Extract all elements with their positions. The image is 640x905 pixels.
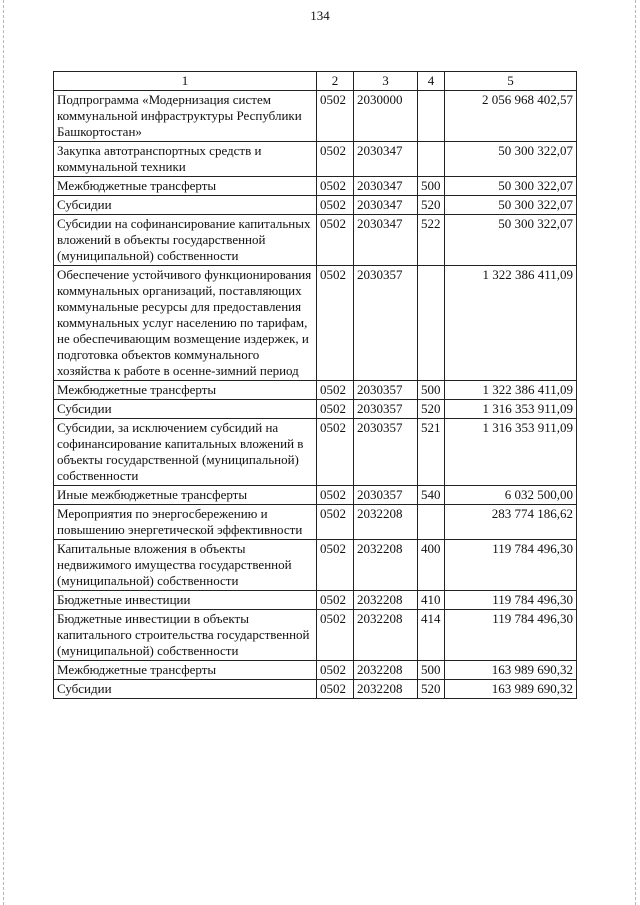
row-expense-type: 500 <box>418 381 445 400</box>
row-amount: 1 316 353 911,09 <box>445 419 577 486</box>
row-name: Капитальные вложения в объекты недвижимого имущества государственной (муниципальной) собственности <box>54 540 317 591</box>
scan-edge-right <box>635 0 637 905</box>
row-amount: 1 316 353 911,09 <box>445 400 577 419</box>
row-amount: 50 300 322,07 <box>445 215 577 266</box>
row-article: 2030347 <box>354 215 418 266</box>
table-row <box>54 381 577 400</box>
row-amount: 1 322 386 411,09 <box>445 381 577 400</box>
row-name: Субсидии <box>54 196 317 215</box>
row-article: 2032208 <box>354 680 418 699</box>
table-row <box>54 215 577 266</box>
row-expense-type: 500 <box>418 661 445 680</box>
row-name: Закупка автотранспортных средств и коммунальной техники <box>54 142 317 177</box>
page-number: 134 <box>310 8 330 23</box>
row-section: 0502 <box>317 591 354 610</box>
row-section: 0502 <box>317 215 354 266</box>
row-expense-type: 414 <box>418 610 445 661</box>
row-article: 2030357 <box>354 266 418 381</box>
row-amount: 119 784 496,30 <box>445 591 577 610</box>
row-name: Субсидии <box>54 400 317 419</box>
table-header-row <box>54 72 577 91</box>
table-row <box>54 591 577 610</box>
row-article: 2030347 <box>354 177 418 196</box>
row-expense-type: 400 <box>418 540 445 591</box>
row-amount: 163 989 690,32 <box>445 661 577 680</box>
row-expense-type: 410 <box>418 591 445 610</box>
row-article: 2032208 <box>354 540 418 591</box>
table-row <box>54 266 577 381</box>
row-expense-type <box>418 505 445 540</box>
row-expense-type: 500 <box>418 177 445 196</box>
row-section: 0502 <box>317 505 354 540</box>
row-name: Субсидии, за исключением субсидий на софинансирование капитальных вложений в объекты государственной (муниципальной) собственности <box>54 419 317 486</box>
row-name: Субсидии <box>54 680 317 699</box>
row-expense-type: 520 <box>418 196 445 215</box>
row-amount: 283 774 186,62 <box>445 505 577 540</box>
row-section: 0502 <box>317 419 354 486</box>
row-amount: 119 784 496,30 <box>445 540 577 591</box>
column-header-amount: 5 <box>445 72 577 91</box>
row-article: 2030357 <box>354 381 418 400</box>
column-header-article: 3 <box>354 72 418 91</box>
table-row <box>54 680 577 699</box>
table-row <box>54 196 577 215</box>
row-amount: 50 300 322,07 <box>445 177 577 196</box>
row-amount: 2 056 968 402,57 <box>445 91 577 142</box>
row-section: 0502 <box>317 486 354 505</box>
row-expense-type <box>418 142 445 177</box>
row-section: 0502 <box>317 196 354 215</box>
row-section: 0502 <box>317 661 354 680</box>
row-name: Межбюджетные трансферты <box>54 177 317 196</box>
row-article: 2032208 <box>354 661 418 680</box>
row-section: 0502 <box>317 381 354 400</box>
row-article: 2030347 <box>354 142 418 177</box>
row-amount: 1 322 386 411,09 <box>445 266 577 381</box>
row-amount: 50 300 322,07 <box>445 142 577 177</box>
row-article: 2030347 <box>354 196 418 215</box>
row-amount: 163 989 690,32 <box>445 680 577 699</box>
row-section: 0502 <box>317 400 354 419</box>
column-header-section: 2 <box>317 72 354 91</box>
row-section: 0502 <box>317 177 354 196</box>
row-amount: 50 300 322,07 <box>445 196 577 215</box>
table-row <box>54 505 577 540</box>
row-name: Бюджетные инвестиции в объекты капитального строительства государственной (муниципальной) собственности <box>54 610 317 661</box>
table-row <box>54 610 577 661</box>
row-expense-type: 520 <box>418 680 445 699</box>
row-section: 0502 <box>317 142 354 177</box>
budget-table <box>53 71 577 699</box>
table-row <box>54 419 577 486</box>
row-article: 2030357 <box>354 486 418 505</box>
row-amount: 6 032 500,00 <box>445 486 577 505</box>
table-row <box>54 486 577 505</box>
row-name: Межбюджетные трансферты <box>54 661 317 680</box>
row-article: 2030357 <box>354 419 418 486</box>
row-name: Межбюджетные трансферты <box>54 381 317 400</box>
row-article: 2032208 <box>354 505 418 540</box>
row-expense-type: 521 <box>418 419 445 486</box>
table-row <box>54 400 577 419</box>
row-name: Субсидии на софинансирование капитальных вложений в объекты государственной (муниципальной) собственности <box>54 215 317 266</box>
table-row <box>54 661 577 680</box>
row-expense-type: 522 <box>418 215 445 266</box>
table-row <box>54 142 577 177</box>
scan-edge-left <box>3 0 5 905</box>
row-section: 0502 <box>317 540 354 591</box>
row-article: 2032208 <box>354 610 418 661</box>
row-expense-type <box>418 266 445 381</box>
table-row <box>54 91 577 142</box>
row-article: 2030357 <box>354 400 418 419</box>
row-amount: 119 784 496,30 <box>445 610 577 661</box>
row-section: 0502 <box>317 610 354 661</box>
row-expense-type: 540 <box>418 486 445 505</box>
row-section: 0502 <box>317 266 354 381</box>
row-expense-type <box>418 91 445 142</box>
row-article: 2032208 <box>354 591 418 610</box>
row-name: Иные межбюджетные трансферты <box>54 486 317 505</box>
row-section: 0502 <box>317 91 354 142</box>
row-name: Обеспечение устойчивого функционирования коммунальных организаций, поставляющих коммунальные ресурсы для предоставления коммунальных услуг населению по тарифам, не обеспечивающим возмещение издержек, и подготовка объектов коммунального хозяйства к работе в осенне-зимний период <box>54 266 317 381</box>
row-name: Подпрограмма «Модернизация систем коммунальной инфраструктуры Республики Башкортостан» <box>54 91 317 142</box>
column-header-name: 1 <box>54 72 317 91</box>
column-header-expense-type: 4 <box>418 72 445 91</box>
row-name: Бюджетные инвестиции <box>54 591 317 610</box>
row-name: Мероприятия по энергосбережению и повышению энергетической эффективности <box>54 505 317 540</box>
row-section: 0502 <box>317 680 354 699</box>
table-row <box>54 540 577 591</box>
table-row <box>54 177 577 196</box>
row-expense-type: 520 <box>418 400 445 419</box>
row-article: 2030000 <box>354 91 418 142</box>
